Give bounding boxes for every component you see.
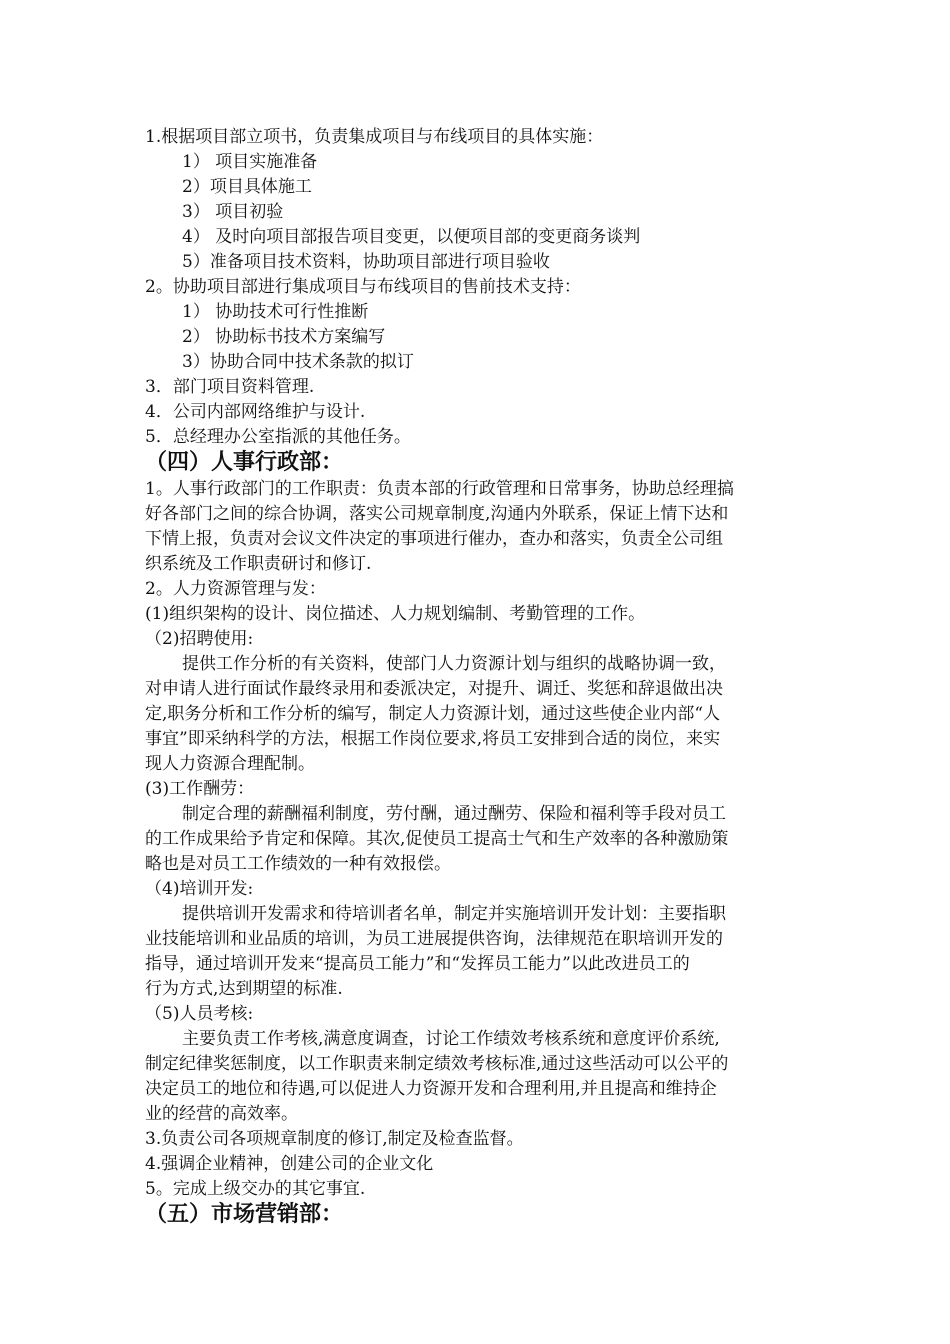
paragraph-line: 下情上报，负责对会议文件决定的事项进行催办，查办和落实，负责全公司组 <box>145 529 723 549</box>
list-item-5: 5。完成上级交办的其它事宜. <box>145 1179 366 1199</box>
paragraph-line: 决定员工的地位和待遇,可以促进人力资源开发和合理利用,并且提高和维持企 <box>145 1079 717 1099</box>
sub-item-title: （5)人员考核: <box>145 1004 254 1024</box>
paragraph-line: 事宜”即采纳科学的方法，根据工作岗位要求,将员工安排到合适的岗位，来实 <box>145 729 721 749</box>
list-item-3: 3.负责公司各项规章制度的修订,制定及检查监督。 <box>145 1129 524 1149</box>
paragraph-line: 行为方式,达到期望的标准. <box>145 979 343 999</box>
sub-item: 3） 项目初验 <box>182 202 284 222</box>
list-item-2: 2。人力资源管理与发： <box>145 579 326 599</box>
sub-item: 2）项目具体施工 <box>182 177 312 197</box>
paragraph-line: 提供工作分析的有关资料，使部门人力资源计划与组织的战略协调一致， <box>182 654 726 674</box>
sub-item-title: （2)招聘使用: <box>145 629 254 649</box>
sub-item-1: (1)组织架构的设计、岗位描述、人力规划编制、考勤管理的工作。 <box>145 604 646 624</box>
list-item-1: 1.根据项目部立项书，负责集成项目与布线项目的具体实施： <box>145 127 604 147</box>
section-heading: （五）市场营销部： <box>145 1202 344 1227</box>
sub-item-title: (3)工作酬劳： <box>145 779 255 799</box>
paragraph-line: 主要负责工作考核,满意度调查，讨论工作绩效考核系统和意度评价系统, <box>182 1029 720 1049</box>
paragraph-line: 业的经营的高效率。 <box>145 1104 298 1124</box>
list-item-4: 4．公司内部网络维护与设计. <box>145 402 366 422</box>
paragraph-line: 制定纪律奖惩制度，以工作职责来制定绩效考核标准,通过这些活动可以公平的 <box>145 1054 729 1074</box>
list-item-3: 3．部门项目资料管理. <box>145 377 315 397</box>
paragraph-line: 1。人事行政部门的工作职责：负责本部的行政管理和日常事务，协助总经理搞 <box>145 479 734 499</box>
sub-item: 4） 及时向项目部报告项目变更，以便项目部的变更商务谈判 <box>182 227 641 247</box>
section-heading: （四）人事行政部： <box>145 450 344 475</box>
paragraph-line: 制定合理的薪酬福利制度，劳付酬，通过酬劳、保险和福利等手段对员工 <box>182 804 726 824</box>
list-item-2: 2。协助项目部进行集成项目与布线项目的售前技术支持： <box>145 277 581 297</box>
paragraph-line: 对申请人进行面试作最终录用和委派决定，对提升、调迁、奖惩和辞退做出决 <box>145 679 723 699</box>
sub-item-title: （4)培训开发: <box>145 879 254 899</box>
paragraph-line: 现人力资源合理配制。 <box>145 754 315 774</box>
sub-item: 3）协助合同中技术条款的拟订 <box>182 352 414 372</box>
paragraph-line: 提供培训开发需求和待培训者名单，制定并实施培训开发计划：主要指职 <box>182 904 726 924</box>
sub-item: 1） 项目实施准备 <box>182 152 318 172</box>
paragraph-line: 好各部门之间的综合协调，落实公司规章制度,沟通内外联系，保证上情下达和 <box>145 504 729 524</box>
list-item-4: 4.强调企业精神，创建公司的企业文化 <box>145 1154 434 1174</box>
sub-item: 5）准备项目技术资料，协助项目部进行项目验收 <box>182 252 550 272</box>
paragraph-line: 的工作成果给予肯定和保障。其次,促使员工提高士气和生产效率的各种激励策 <box>145 829 729 849</box>
sub-item: 2） 协助标书技术方案编写 <box>182 327 386 347</box>
paragraph-line: 定,职务分析和工作分析的编写，制定人力资源计划，通过这些使企业内部“人 <box>145 704 721 724</box>
list-item-5: 5．总经理办公室指派的其他任务。 <box>145 427 411 447</box>
paragraph-line: 织系统及工作职责研讨和修订. <box>145 554 372 574</box>
sub-item: 1） 协助技术可行性推断 <box>182 302 369 322</box>
paragraph-line: 略也是对员工工作绩效的一种有效报偿。 <box>145 854 451 874</box>
paragraph-line: 指导，通过培训开发来“提高员工能力”和“发挥员工能力”以此改进员工的 <box>145 954 690 974</box>
paragraph-line: 业技能培训和业品质的培训，为员工进展提供咨询，法律规范在职培训开发的 <box>145 929 723 949</box>
